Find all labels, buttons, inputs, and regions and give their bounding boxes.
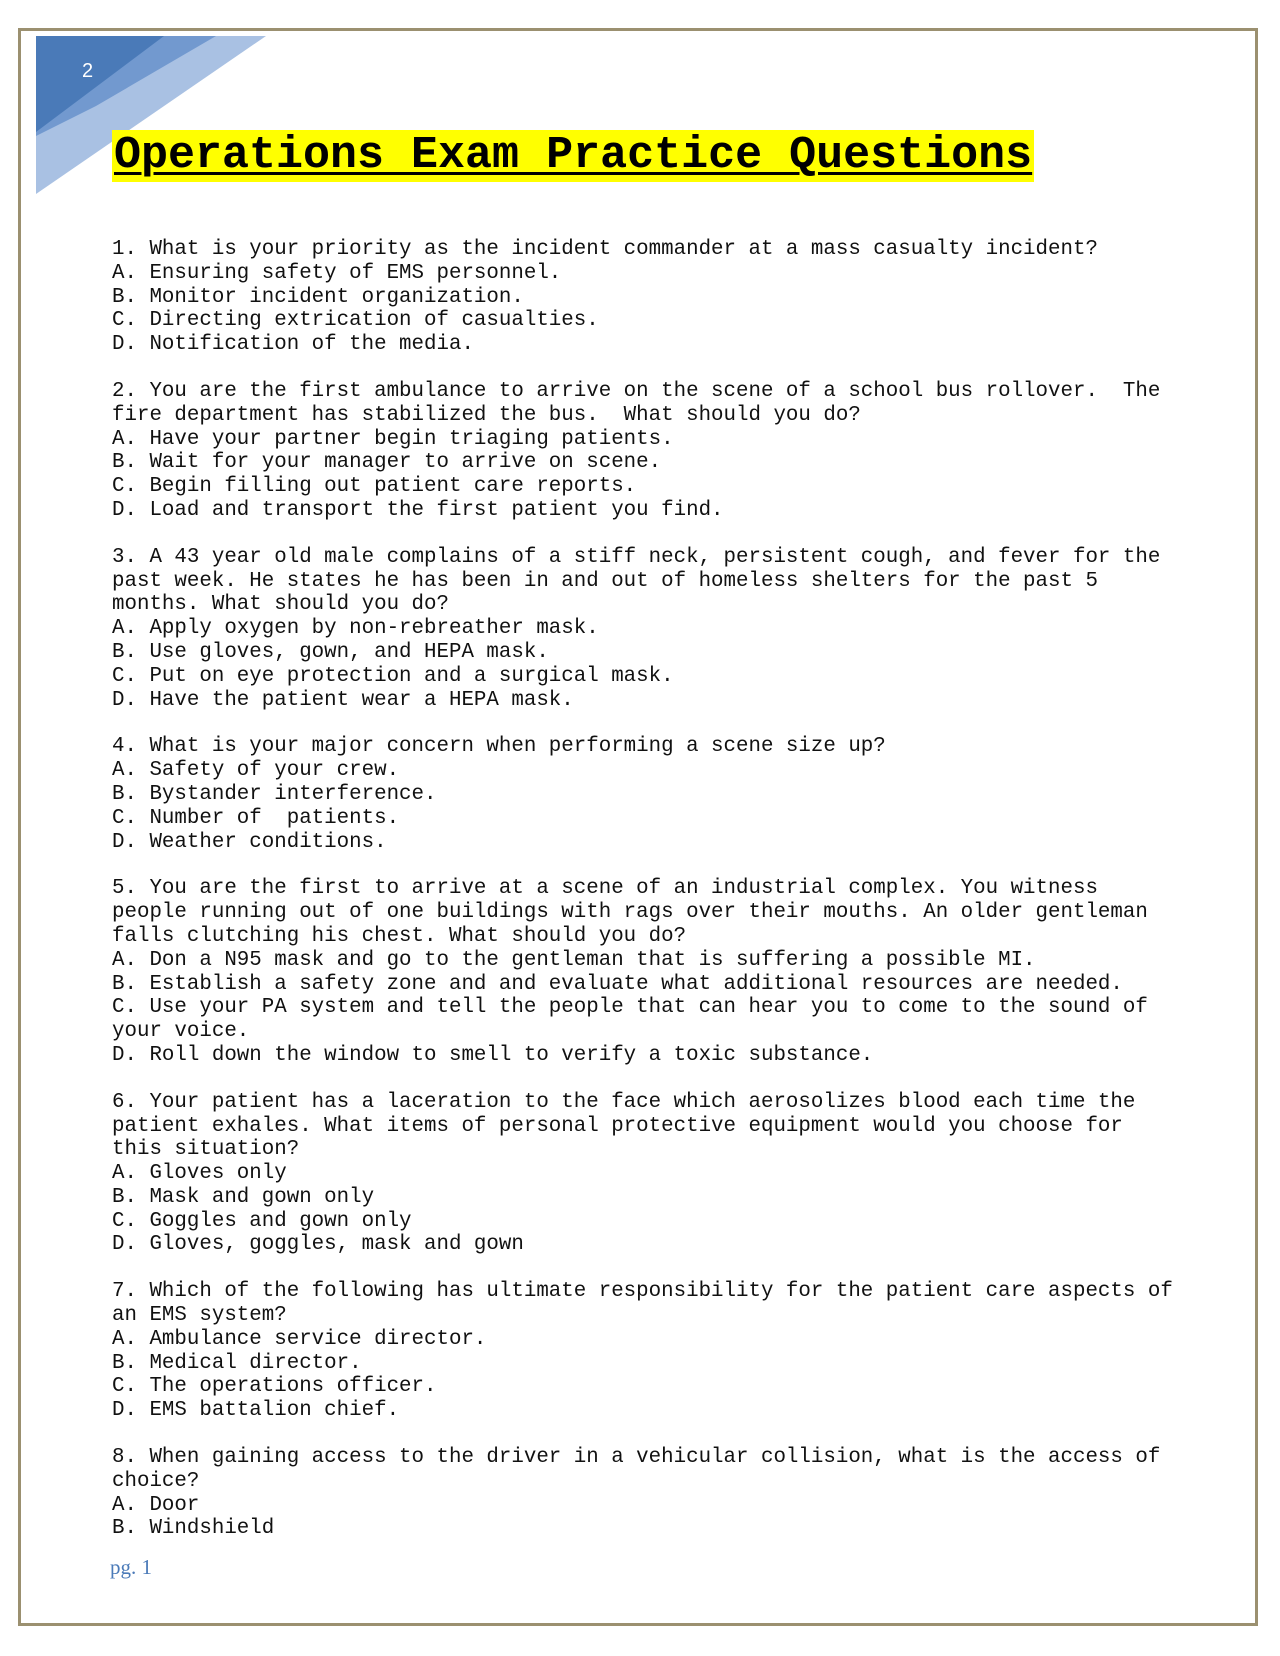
page-title: Operations Exam Practice Questions <box>114 130 1033 181</box>
answer-option: A. Gloves only <box>112 1162 287 1186</box>
answer-option: C. Begin filling out patient care reports. <box>112 475 637 499</box>
answer-option: A. Ambulance service director. <box>112 1327 487 1351</box>
answer-option: D. Load and transport the first patient you find. <box>112 498 724 522</box>
answer-option: A. Have your partner begin triaging patients. <box>112 427 674 451</box>
answer-option: D. Weather conditions. <box>112 830 387 854</box>
answer-option: A. Safety of your crew. <box>112 759 400 783</box>
answer-option: D. Roll down the window to smell to verify a toxic substance. <box>112 1043 874 1067</box>
answer-option: B. Medical director. <box>112 1351 362 1375</box>
corner-decoration <box>36 36 296 211</box>
answer-option: B. Bystander interference. <box>112 782 437 806</box>
answer-option: B. Use gloves, gown, and HEPA mask. <box>112 640 549 664</box>
question-3 <box>112 546 1182 713</box>
question-text: 5. You are the first to arrive at a scene of an industrial complex. You witness people running out of one buildings with rags over their mouths. An older gentleman falls clutching his chest. What should you do? <box>112 877 1161 948</box>
answer-option: C. The operations officer. <box>112 1375 437 1399</box>
question-text: 2. You are the first ambulance to arrive on the scene of a school bus rollover. The fire department has stabilized the bus. What should you do? <box>112 379 1173 427</box>
answer-option: D. Have the patient wear a HEPA mask. <box>112 688 574 712</box>
question-text: 8. When gaining access to the driver in a vehicular collision, what is the access of choice? <box>112 1446 1173 1493</box>
answer-option: C. Number of patients. <box>112 806 400 830</box>
title-container <box>112 130 1034 182</box>
question-text: 4. What is your major concern when performing a scene size up? <box>112 735 886 759</box>
footer-page-number: pg. 1 <box>110 1555 152 1579</box>
question-text: 3. A 43 year old male complains of a stiff neck, persistent cough, and fever for the past week. He states he has been in and out of homeless shelters for the past 5 months. What should you do? <box>112 545 1173 617</box>
answer-option: C. Put on eye protection and a surgical mask. <box>112 664 674 688</box>
answer-option: D. Notification of the media. <box>112 333 474 357</box>
answer-option: C. Goggles and gown only <box>112 1209 412 1233</box>
question-4 <box>112 735 1182 854</box>
answer-option: B. Mask and gown only <box>112 1185 375 1209</box>
answer-option: D. Gloves, goggles, mask and gown <box>112 1233 524 1257</box>
answer-option: D. EMS battalion chief. <box>112 1399 400 1423</box>
question-1 <box>112 238 1182 357</box>
answer-option: B. Establish a safety zone and and evaluate what additional resources are needed. <box>112 972 1123 996</box>
question-text: 1. What is your priority as the incident commander at a mass casualty incident? <box>112 238 1098 261</box>
question-6 <box>112 1091 1182 1258</box>
header-page-number: 2 <box>82 60 94 82</box>
question-5 <box>112 877 1182 1067</box>
question-8 <box>112 1446 1182 1541</box>
question-list <box>112 238 1186 1564</box>
answer-option: B. Wait for your manager to arrive on scene. <box>112 451 662 475</box>
answer-option: C. Use your PA system and tell the people that can hear you to come to the sound of your voice. <box>112 996 1161 1044</box>
question-2 <box>112 380 1182 523</box>
answer-option: B. Windshield <box>112 1517 275 1541</box>
answer-option: A. Apply oxygen by non-rebreather mask. <box>112 617 599 641</box>
answer-option: A. Don a N95 mask and go to the gentleman that is suffering a possible MI. <box>112 948 1036 972</box>
answer-option: B. Monitor incident organization. <box>112 285 524 309</box>
question-text: 6. Your patient has a laceration to the face which aerosolizes blood each time the patient exhales. What items of personal protective equipment would you choose for this situation? <box>112 1090 1148 1162</box>
answer-option: A. Door <box>112 1493 200 1517</box>
answer-option: C. Directing extrication of casualties. <box>112 309 599 333</box>
question-7 <box>112 1280 1186 1423</box>
answer-option: A. Ensuring safety of EMS personnel. <box>112 261 562 285</box>
question-text: 7. Which of the following has ultimate responsibility for the patient care aspects of an EMS system? <box>112 1280 1186 1328</box>
